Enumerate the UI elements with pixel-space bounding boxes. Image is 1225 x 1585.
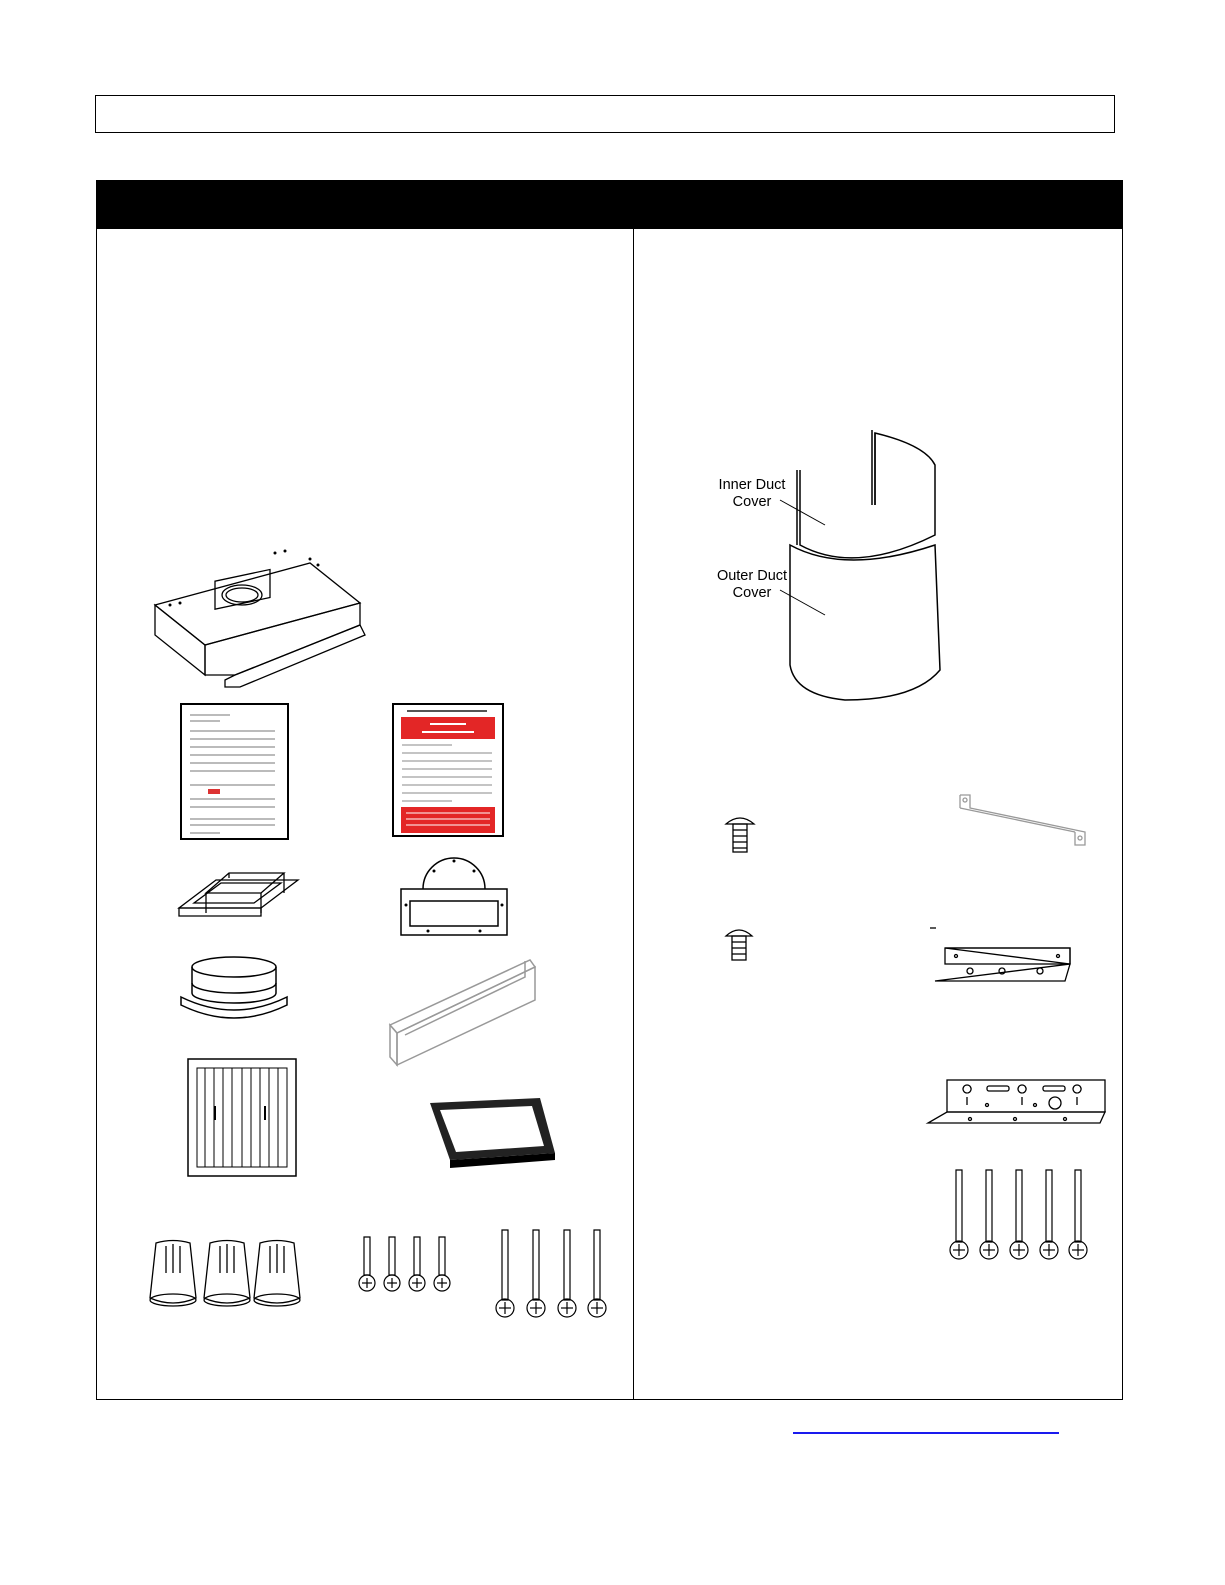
rectangular-adapter-icon	[176, 858, 301, 923]
page-title-box	[95, 95, 1115, 133]
link-underline[interactable]	[793, 1432, 1059, 1434]
duct-cover-icon	[385, 955, 545, 1067]
gasket-frame-icon	[400, 1078, 568, 1173]
screw-icon	[945, 1168, 1095, 1263]
screw-icon	[490, 1228, 612, 1320]
bracket-icon	[930, 926, 1080, 982]
range-hood-icon	[150, 525, 365, 690]
filter-icon	[187, 1058, 297, 1178]
outer-duct-cover-label: Outer Duct Cover	[716, 568, 788, 601]
warranty-card-icon	[180, 703, 290, 841]
screw-icon	[355, 1235, 455, 1293]
screw-icon	[724, 814, 756, 854]
damper-adapter-icon	[398, 857, 510, 937]
callout-line	[775, 495, 835, 625]
screw-icon	[724, 926, 754, 962]
round-duct-adapter-icon	[173, 953, 295, 1031]
inner-duct-cover-label: Inner Duct Cover	[718, 477, 786, 510]
panel-header-left	[97, 181, 633, 229]
bracket-icon	[925, 1075, 1110, 1130]
panel-header-right	[634, 181, 1122, 229]
bracket-icon	[955, 790, 1090, 850]
wire-nut-icon	[148, 1238, 308, 1310]
quick-reference-guide-icon	[392, 703, 504, 837]
parts-panel-left	[96, 180, 634, 1400]
